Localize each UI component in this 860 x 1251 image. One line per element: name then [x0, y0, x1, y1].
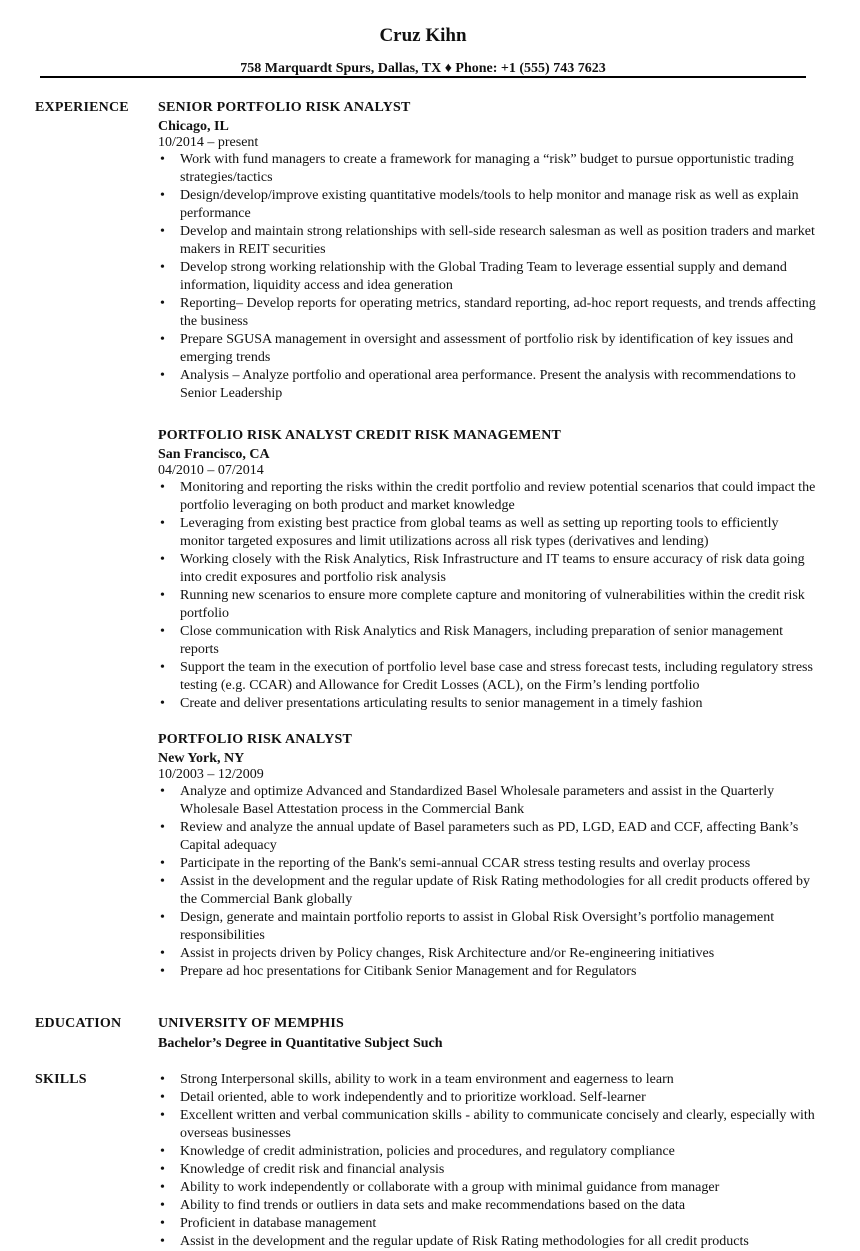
bullet-icon: •: [160, 1216, 165, 1231]
skill-item: [158, 1089, 825, 1107]
bullet-icon: •: [160, 260, 165, 275]
bullet-item: [158, 873, 825, 909]
bullet-item: [158, 551, 825, 587]
bullet-icon: •: [160, 296, 165, 311]
skill-text: Ability to work independently or collaborate with a group with minimal guidance from manager: [180, 1180, 720, 1195]
bullet-icon: •: [160, 1090, 165, 1105]
bullet-item: [158, 783, 825, 819]
bullet-item: [158, 623, 825, 659]
bullet-icon: •: [160, 1144, 165, 1159]
skill-text: Excellent written and verbal communication skills - ability to communicate concisely and clearly, especially with overseas businesses: [180, 1108, 815, 1141]
bullet-text: Develop and maintain strong relationships with sell-side research salesman as well as position traders and market makers in REIT securities: [180, 224, 815, 257]
degree-name: Bachelor’s Degree in Quantitative Subject Such: [158, 1036, 443, 1051]
job-entry: [158, 427, 825, 713]
bullet-icon: •: [160, 660, 165, 675]
skill-text: Proficient in database management: [180, 1216, 377, 1231]
bullet-item: [158, 479, 825, 515]
job-title: SENIOR PORTFOLIO RISK ANALYST: [158, 100, 411, 115]
job-bullets: [158, 783, 825, 981]
bullet-item: [158, 331, 825, 367]
job-location: Chicago, IL: [158, 119, 229, 134]
bullet-text: Create and deliver presentations articulating results to senior management in a timely fashion: [180, 696, 703, 711]
job-bullets: [158, 151, 825, 403]
bullet-item: [158, 963, 825, 981]
bullet-text: Analysis – Analyze portfolio and operational area performance. Present the analysis with recommendations to Senior Leadership: [180, 368, 796, 401]
bullet-text: Design/develop/improve existing quantitative models/tools to help monitor and manage risk as well as explain performance: [180, 188, 799, 221]
skill-item: [158, 1197, 825, 1215]
job-title: PORTFOLIO RISK ANALYST CREDIT RISK MANAGEMENT: [158, 428, 562, 443]
bullet-icon: •: [160, 1108, 165, 1123]
bullet-item: [158, 515, 825, 551]
bullet-item: [158, 909, 825, 945]
section-label-experience: EXPERIENCE: [35, 100, 129, 115]
bullet-item: [158, 259, 825, 295]
job-location: New York, NY: [158, 751, 245, 766]
bullet-icon: •: [160, 1234, 165, 1249]
bullet-icon: •: [160, 964, 165, 979]
bullet-icon: •: [160, 1072, 165, 1087]
bullet-icon: •: [160, 480, 165, 495]
bullet-item: [158, 819, 825, 855]
bullet-text: Work with fund managers to create a framework for managing a “risk” budget to pursue opportunistic trading strategies/tactics: [180, 152, 794, 185]
bullet-icon: •: [160, 588, 165, 603]
skill-text: Strong Interpersonal skills, ability to work in a team environment and eagerness to learn: [180, 1072, 674, 1087]
skills-body: [158, 1071, 825, 1251]
education-body: [158, 1015, 825, 1053]
bullet-text: Review and analyze the annual update of Basel parameters such as PD, LGD, EAD and CCF, affecting Bank’s Capital adequacy: [180, 820, 799, 853]
bullet-text: Develop strong working relationship with the Global Trading Team to leverage essential supply and demand information, liquidity access and idea generation: [180, 260, 787, 293]
job-bullets: [158, 479, 825, 713]
job-location: San Francisco, CA: [158, 447, 270, 462]
skill-text: Knowledge of credit administration, policies and procedures, and regulatory compliance: [180, 1144, 675, 1159]
bullet-text: Support the team in the execution of portfolio level base case and stress forecast tests, including regulatory stress testing (e.g. CCAR) and Allowance for Credit Losses (ACL), on the Firm’s lending portfolio: [180, 660, 813, 693]
job-dates: 10/2003 – 12/2009: [158, 767, 264, 782]
skill-item: [158, 1107, 825, 1143]
job-entry: [158, 99, 825, 403]
bullet-icon: •: [160, 820, 165, 835]
skill-item: [158, 1179, 825, 1197]
bullet-icon: •: [160, 188, 165, 203]
bullet-item: [158, 855, 825, 873]
bullet-text: Participate in the reporting of the Bank's semi-annual CCAR stress testing results and overlay process: [180, 856, 751, 871]
contact-line: 758 Marquardt Spurs, Dallas, TX ♦ Phone: +1 (555) 743 7623: [240, 61, 606, 76]
bullet-text: Close communication with Risk Analytics and Risk Managers, including preparation of senior management reports: [180, 624, 784, 657]
bullet-text: Design, generate and maintain portfolio reports to assist in Global Risk Oversight’s portfolio management responsibilities: [180, 910, 775, 943]
bullet-text: Analyze and optimize Advanced and Standardized Basel Wholesale parameters and assist in the Quarterly Wholesale Basel Attestation process in the Commercial Bank: [180, 784, 775, 817]
bullet-icon: •: [160, 224, 165, 239]
skill-text: Ability to find trends or outliers in data sets and make recommendations based on the data: [180, 1198, 686, 1213]
bullet-icon: •: [160, 874, 165, 889]
bullet-icon: •: [160, 624, 165, 639]
bullet-item: [158, 587, 825, 623]
skill-text: Knowledge of credit risk and financial analysis: [180, 1162, 445, 1177]
bullet-icon: •: [160, 152, 165, 167]
bullet-text: Reporting– Develop reports for operating metrics, standard reporting, ad-hoc report requests, and trends affecting the business: [180, 296, 816, 329]
candidate-name: Cruz Kihn: [379, 25, 467, 46]
bullet-icon: •: [160, 784, 165, 799]
skills-list: [158, 1071, 825, 1251]
skill-item: [158, 1215, 825, 1233]
header-divider: [40, 76, 806, 78]
bullet-icon: •: [160, 332, 165, 347]
bullet-icon: •: [160, 856, 165, 871]
bullet-icon: •: [160, 696, 165, 711]
bullet-item: [158, 223, 825, 259]
bullet-icon: •: [160, 368, 165, 383]
bullet-item: [158, 187, 825, 223]
skill-text: Detail oriented, able to work independently and to prioritize workload. Self-learner: [180, 1090, 646, 1105]
bullet-text: Leveraging from existing best practice from global teams as well as setting up reporting tools to efficiently monitor targeted exposures and limit utilizations across all risk types (derivatives and lending): [180, 516, 779, 549]
job-entry: [158, 731, 825, 981]
experience-body: [158, 99, 825, 999]
skill-item: [158, 1233, 825, 1251]
skill-item: [158, 1143, 825, 1161]
bullet-text: Working closely with the Risk Analytics, Risk Infrastructure and IT teams to ensure accuracy of risk data going into credit exposures and portfolio risk analysis: [180, 552, 805, 585]
bullet-icon: •: [160, 910, 165, 925]
bullet-item: [158, 151, 825, 187]
bullet-icon: •: [160, 552, 165, 567]
bullet-text: Prepare SGUSA management in oversight and assessment of portfolio risk by identification of key issues and emerging trends: [180, 332, 794, 365]
bullet-icon: •: [160, 1180, 165, 1195]
job-dates: 04/2010 – 07/2014: [158, 463, 264, 478]
bullet-item: [158, 695, 825, 713]
bullet-text: Running new scenarios to ensure more complete capture and monitoring of vulnerabilities within the credit risk portfolio: [180, 588, 805, 621]
bullet-icon: •: [160, 1198, 165, 1213]
bullet-icon: •: [160, 946, 165, 961]
section-label-education: EDUCATION: [35, 1016, 122, 1031]
resume-header: [0, 24, 846, 78]
bullet-item: [158, 295, 825, 331]
bullet-text: Monitoring and reporting the risks within the credit portfolio and review potential scenarios that could impact the portfolio leveraging on both product and market knowledge: [180, 480, 816, 513]
bullet-text: Assist in the development and the regular update of Risk Rating methodologies for all credit products offered by the Commercial Bank globally: [180, 874, 810, 907]
bullet-text: Prepare ad hoc presentations for Citibank Senior Management and for Regulators: [180, 964, 637, 979]
bullet-item: [158, 659, 825, 695]
bullet-text: Assist in projects driven by Policy changes, Risk Architecture and/or Re-engineering initiatives: [180, 946, 715, 961]
skill-text: Assist in the development and the regular update of Risk Rating methodologies for all credit products: [180, 1234, 749, 1249]
skill-item: [158, 1161, 825, 1179]
job-dates: 10/2014 – present: [158, 135, 259, 150]
bullet-icon: •: [160, 1162, 165, 1177]
bullet-icon: •: [160, 516, 165, 531]
bullet-item: [158, 367, 825, 403]
school-name: UNIVERSITY OF MEMPHIS: [158, 1016, 344, 1031]
bullet-item: [158, 945, 825, 963]
job-title: PORTFOLIO RISK ANALYST: [158, 732, 352, 747]
section-label-skills: SKILLS: [35, 1072, 87, 1087]
skill-item: [158, 1071, 825, 1089]
